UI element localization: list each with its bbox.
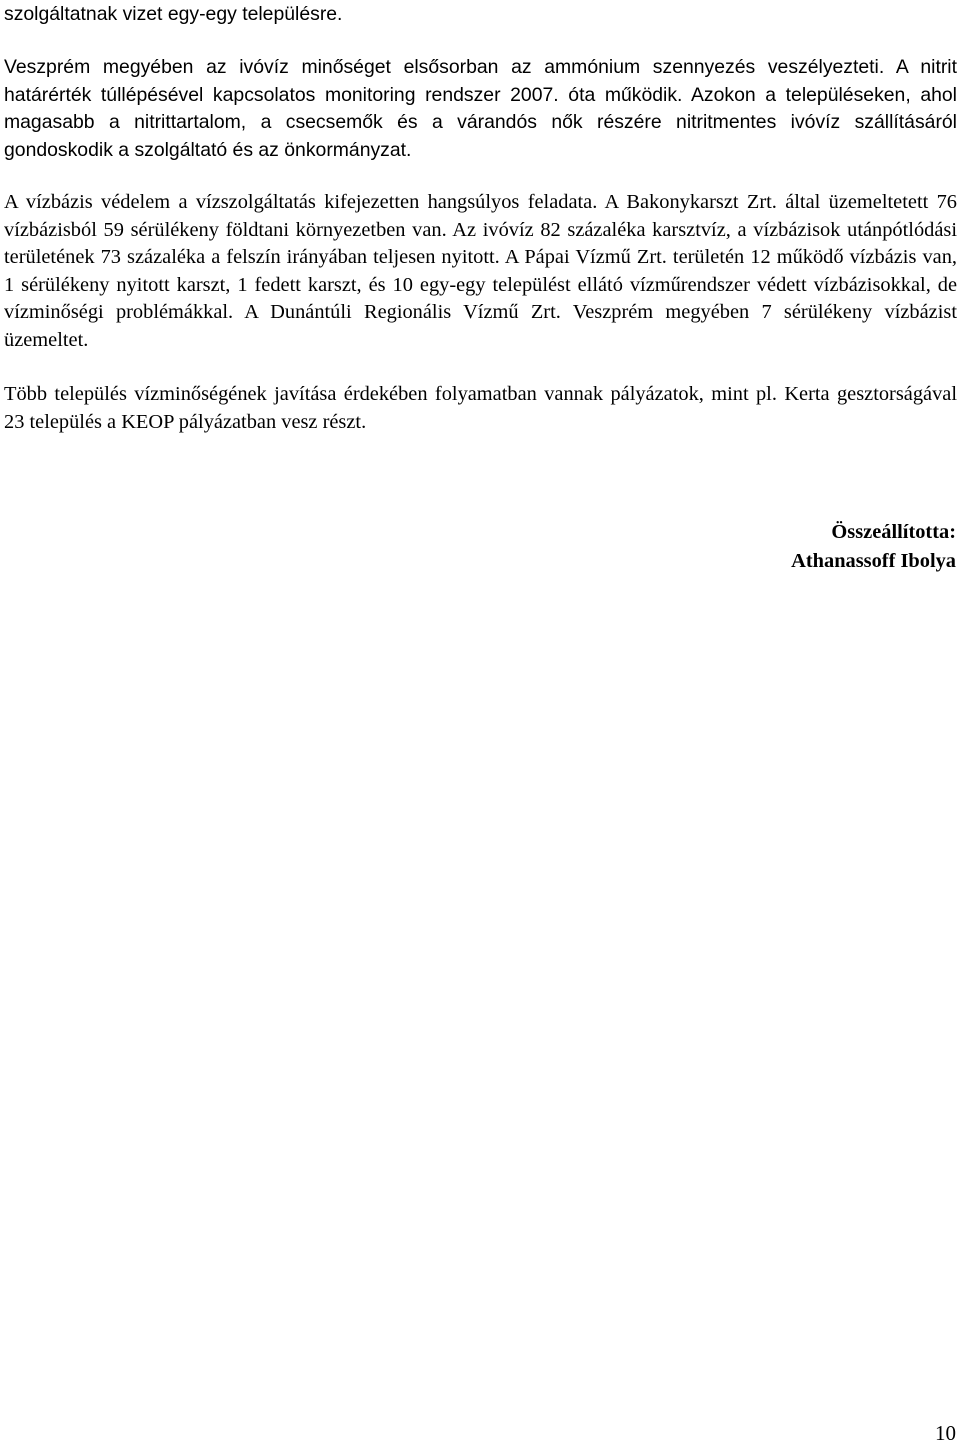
signature-label: Összeállította:	[831, 521, 956, 543]
paragraph-water-base-protection: A vízbázis védelem a vízszolgáltatás kifejezetten hangsúlyos feladata. A Bakonykarszt Zrt. által üzemeltetett 76 vízbázisból 59 sérülékeny földtani környezetben van. Az ivóvíz 82 százaléka karsztvíz, a vízbázisok utánpótlódási területének 73 százaléka a felszín irányában teljesen nyitott. A Pápai Vízmű Zrt. területén 12 működő vízbázis van, 1 sérülékeny nyitott karszt, 1 fedett karszt, és 10 egy-egy települést ellátó vízműrendszer védett vízbázisokkal, de vízminőségi problémákkal. A Dunántúli Regionális Vízmű Zrt. Veszprém megyében 7 sérülékeny vízbázist üzemeltet.	[4, 191, 957, 351]
signature-name: Athanassoff Ibolya	[791, 550, 956, 572]
paragraph-water-quality: Veszprém megyében az ivóvíz minőséget elsősorban az ammónium szennyezés veszélyezteti. A nitrit határérték túllépésével kapcsolatos monitoring rendszer 2007. óta működik. Azokon a településeken, ahol magasabb a nitrittartalom, a csecsemők és a várandós nők részére nitritmentes ivóvíz szállításáról gondoskodik a szolgáltató és az önkormányzat.	[4, 56, 957, 161]
signature-block	[791, 518, 956, 576]
paragraph-tenders: Több település vízminőségének javítása érdekében folyamatban vannak pályázatok, mint pl. Kerta gesztorságával 23 település a KEOP pályázatban vesz részt.	[4, 383, 957, 433]
paragraph-continuation: szolgáltatnak vizet egy-egy településre.	[4, 3, 343, 25]
page-number: 10	[935, 1421, 956, 1445]
